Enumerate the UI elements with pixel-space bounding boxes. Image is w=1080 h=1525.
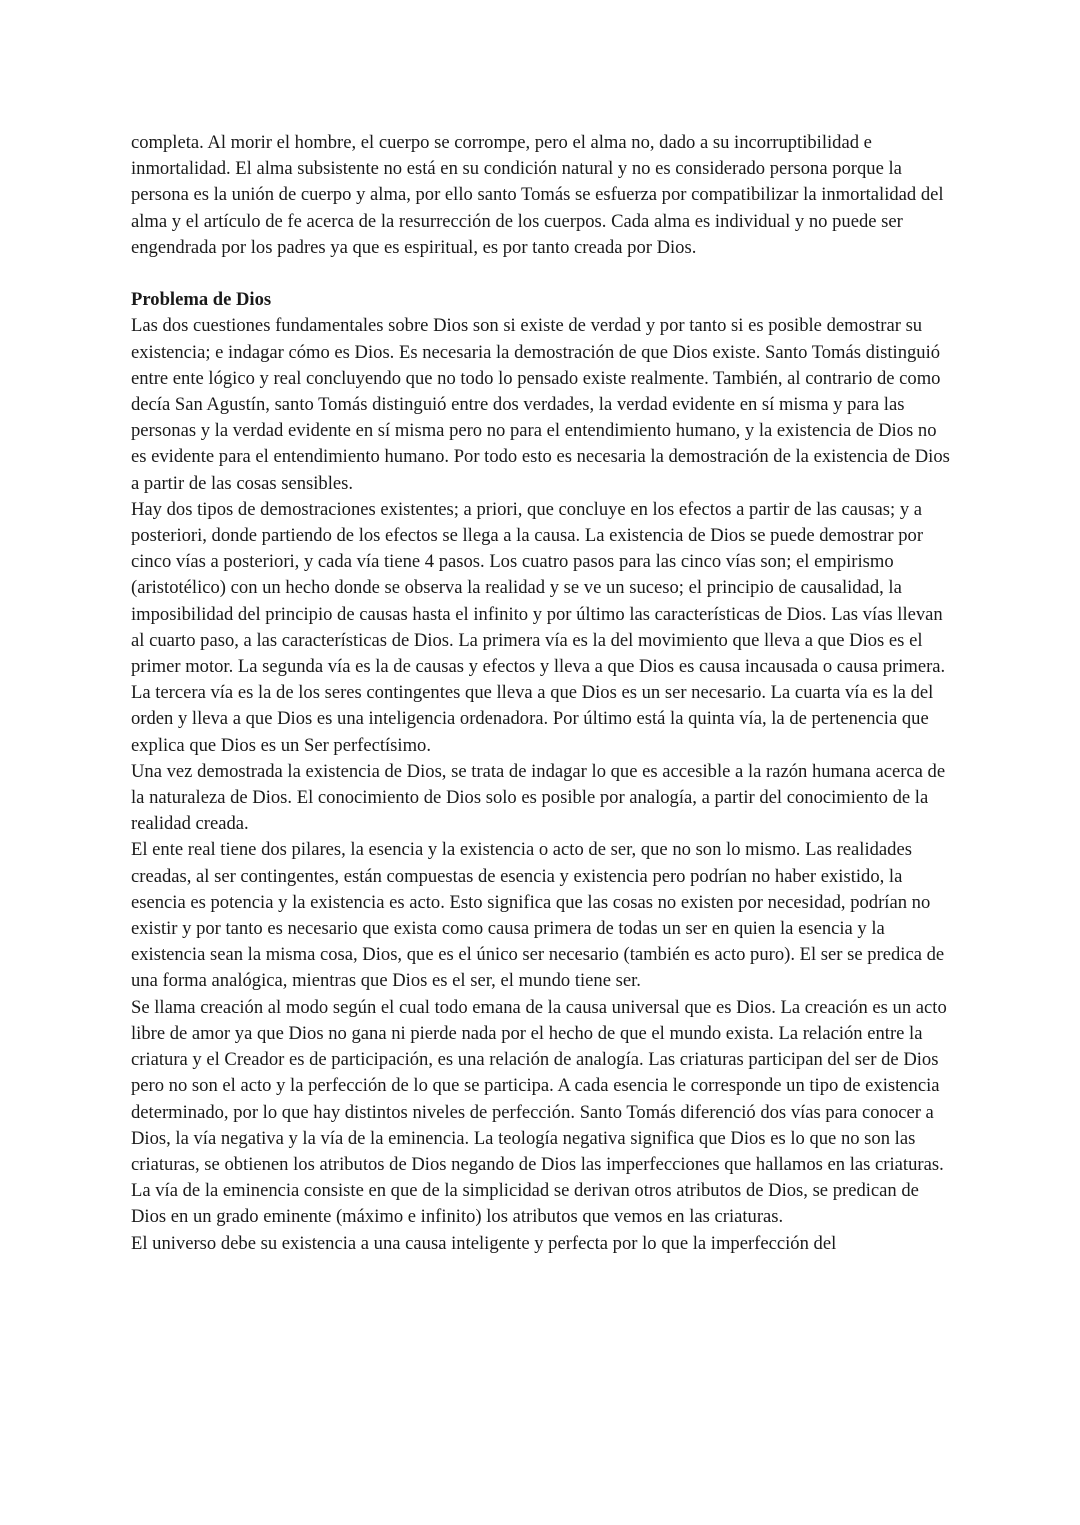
paragraph-2: Hay dos tipos de demostraciones existentes; a priori, que concluye en los efectos a partir de las causas; y a posteriori, donde partiendo de los efectos se llega a la causa. La existencia de Dios se puede demostrar por cinco vías a posteriori, y cada vía tiene 4 pasos. Los cuatro pasos para las cinco vías son; el empirismo (aristotélico) con un hecho donde se observa la realidad y se ve un suceso; el principio de causalidad, la imposibilidad del principio de causas hasta el infinito y por último las características de Dios. Las vías llevan al cuarto paso, a las características de Dios. La primera vía es la del movimiento que lleva a que Dios es el primer motor. La segunda vía es la de causas y efectos y lleva a que Dios es causa incausada o causa primera. La tercera vía es la de los seres contingentes que lleva a que Dios es un ser necesario. La cuarta vía es la del orden y lleva a que Dios es una inteligencia ordenadora. Por último está la quinta vía, la de pertenencia que explica que Dios es un Ser perfectísimo. bbox=[131, 498, 946, 756]
intro-paragraph: completa. Al morir el hombre, el cuerpo se corrompe, pero el alma no, dado a su incorruptibilidad e inmortalidad. El alma subsistente no está en su condición natural y no es considerado persona porque la persona es la unión de cuerpo y alma, por ello santo Tomás se esfuerza por compatibilizar la inmortalidad del alma y el artículo de fe acerca de la resurrección de los cuerpos. Cada alma es individual y no puede ser engendrada por los padres ya que es espiritual, es por tanto creada por Dios. bbox=[131, 132, 944, 258]
paragraph-spacer bbox=[131, 261, 951, 287]
paragraph-3: Una vez demostrada la existencia de Dios, se trata de indagar lo que es accesible a la razón humana acerca de la naturaleza de Dios. El conocimiento de Dios solo es posible por analogía, a partir del conocimiento de la realidad creada. bbox=[131, 760, 946, 835]
section-heading: Problema de Dios bbox=[131, 289, 272, 311]
paragraph-5: Se llama creación al modo según el cual todo emana de la causa universal que es Dios. La creación es un acto libre de amor ya que Dios no gana ni pierde nada por el hecho de que el mundo exista. La relación entre la criatura y el Creador es de participación, es una relación de analogía. Las criaturas participan del ser de Dios pero no son el acto y la perfección de lo que se participa. A cada esencia le corresponde un tipo de existencia determinado, por lo que hay distintos niveles de perfección. Santo Tomás diferenció dos vías para conocer a Dios, la vía negativa y la vía de la eminencia. La teología negativa significa que Dios es lo que no son las criaturas, se obtienen los atributos de Dios negando de Dios las imperfecciones que hallamos en las criaturas. La vía de la eminencia consiste en que de la simplicidad se derivan otros atributos de Dios, se predican de Dios en un grado eminente (máximo e infinito) los atributos que vemos en las criaturas. bbox=[131, 996, 947, 1228]
document-body bbox=[131, 130, 951, 1257]
paragraph-4: El ente real tiene dos pilares, la esencia y la existencia o acto de ser, que no son lo mismo. Las realidades creadas, al ser contingentes, están compuestas de esencia y existencia pero podrían no haber existido, la esencia es potencia y la existencia es acto. Esto significa que las cosas no existen por necesidad, podrían no existir y por tanto es necesario que exista como causa primera de todas un ser en quien la esencia y la existencia sean la misma cosa, Dios, que es el único ser necesario (también es acto puro). El ser se predica de una forma analógica, mientras que Dios es el ser, el mundo tiene ser. bbox=[131, 839, 945, 992]
paragraph-1: Las dos cuestiones fundamentales sobre Dios son si existe de verdad y por tanto si es posible demostrar su existencia; e indagar cómo es Dios. Es necesaria la demostración de que Dios existe. Santo Tomás distinguió entre ente lógico y real concluyendo que no todo lo pensado existe realmente. También, al contrario de como decía San Agustín, santo Tomás distinguió entre dos verdades, la verdad evidente en sí misma y para las personas y la verdad evidente en sí misma pero no para el entendimiento humano, y la existencia de Dios no es evidente para el entendimiento humano. Por todo esto es necesaria la demostración de la existencia de Dios a partir de las cosas sensibles. bbox=[131, 315, 950, 494]
paragraph-6: El universo debe su existencia a una causa inteligente y perfecta por lo que la imperfección del bbox=[131, 1232, 837, 1254]
